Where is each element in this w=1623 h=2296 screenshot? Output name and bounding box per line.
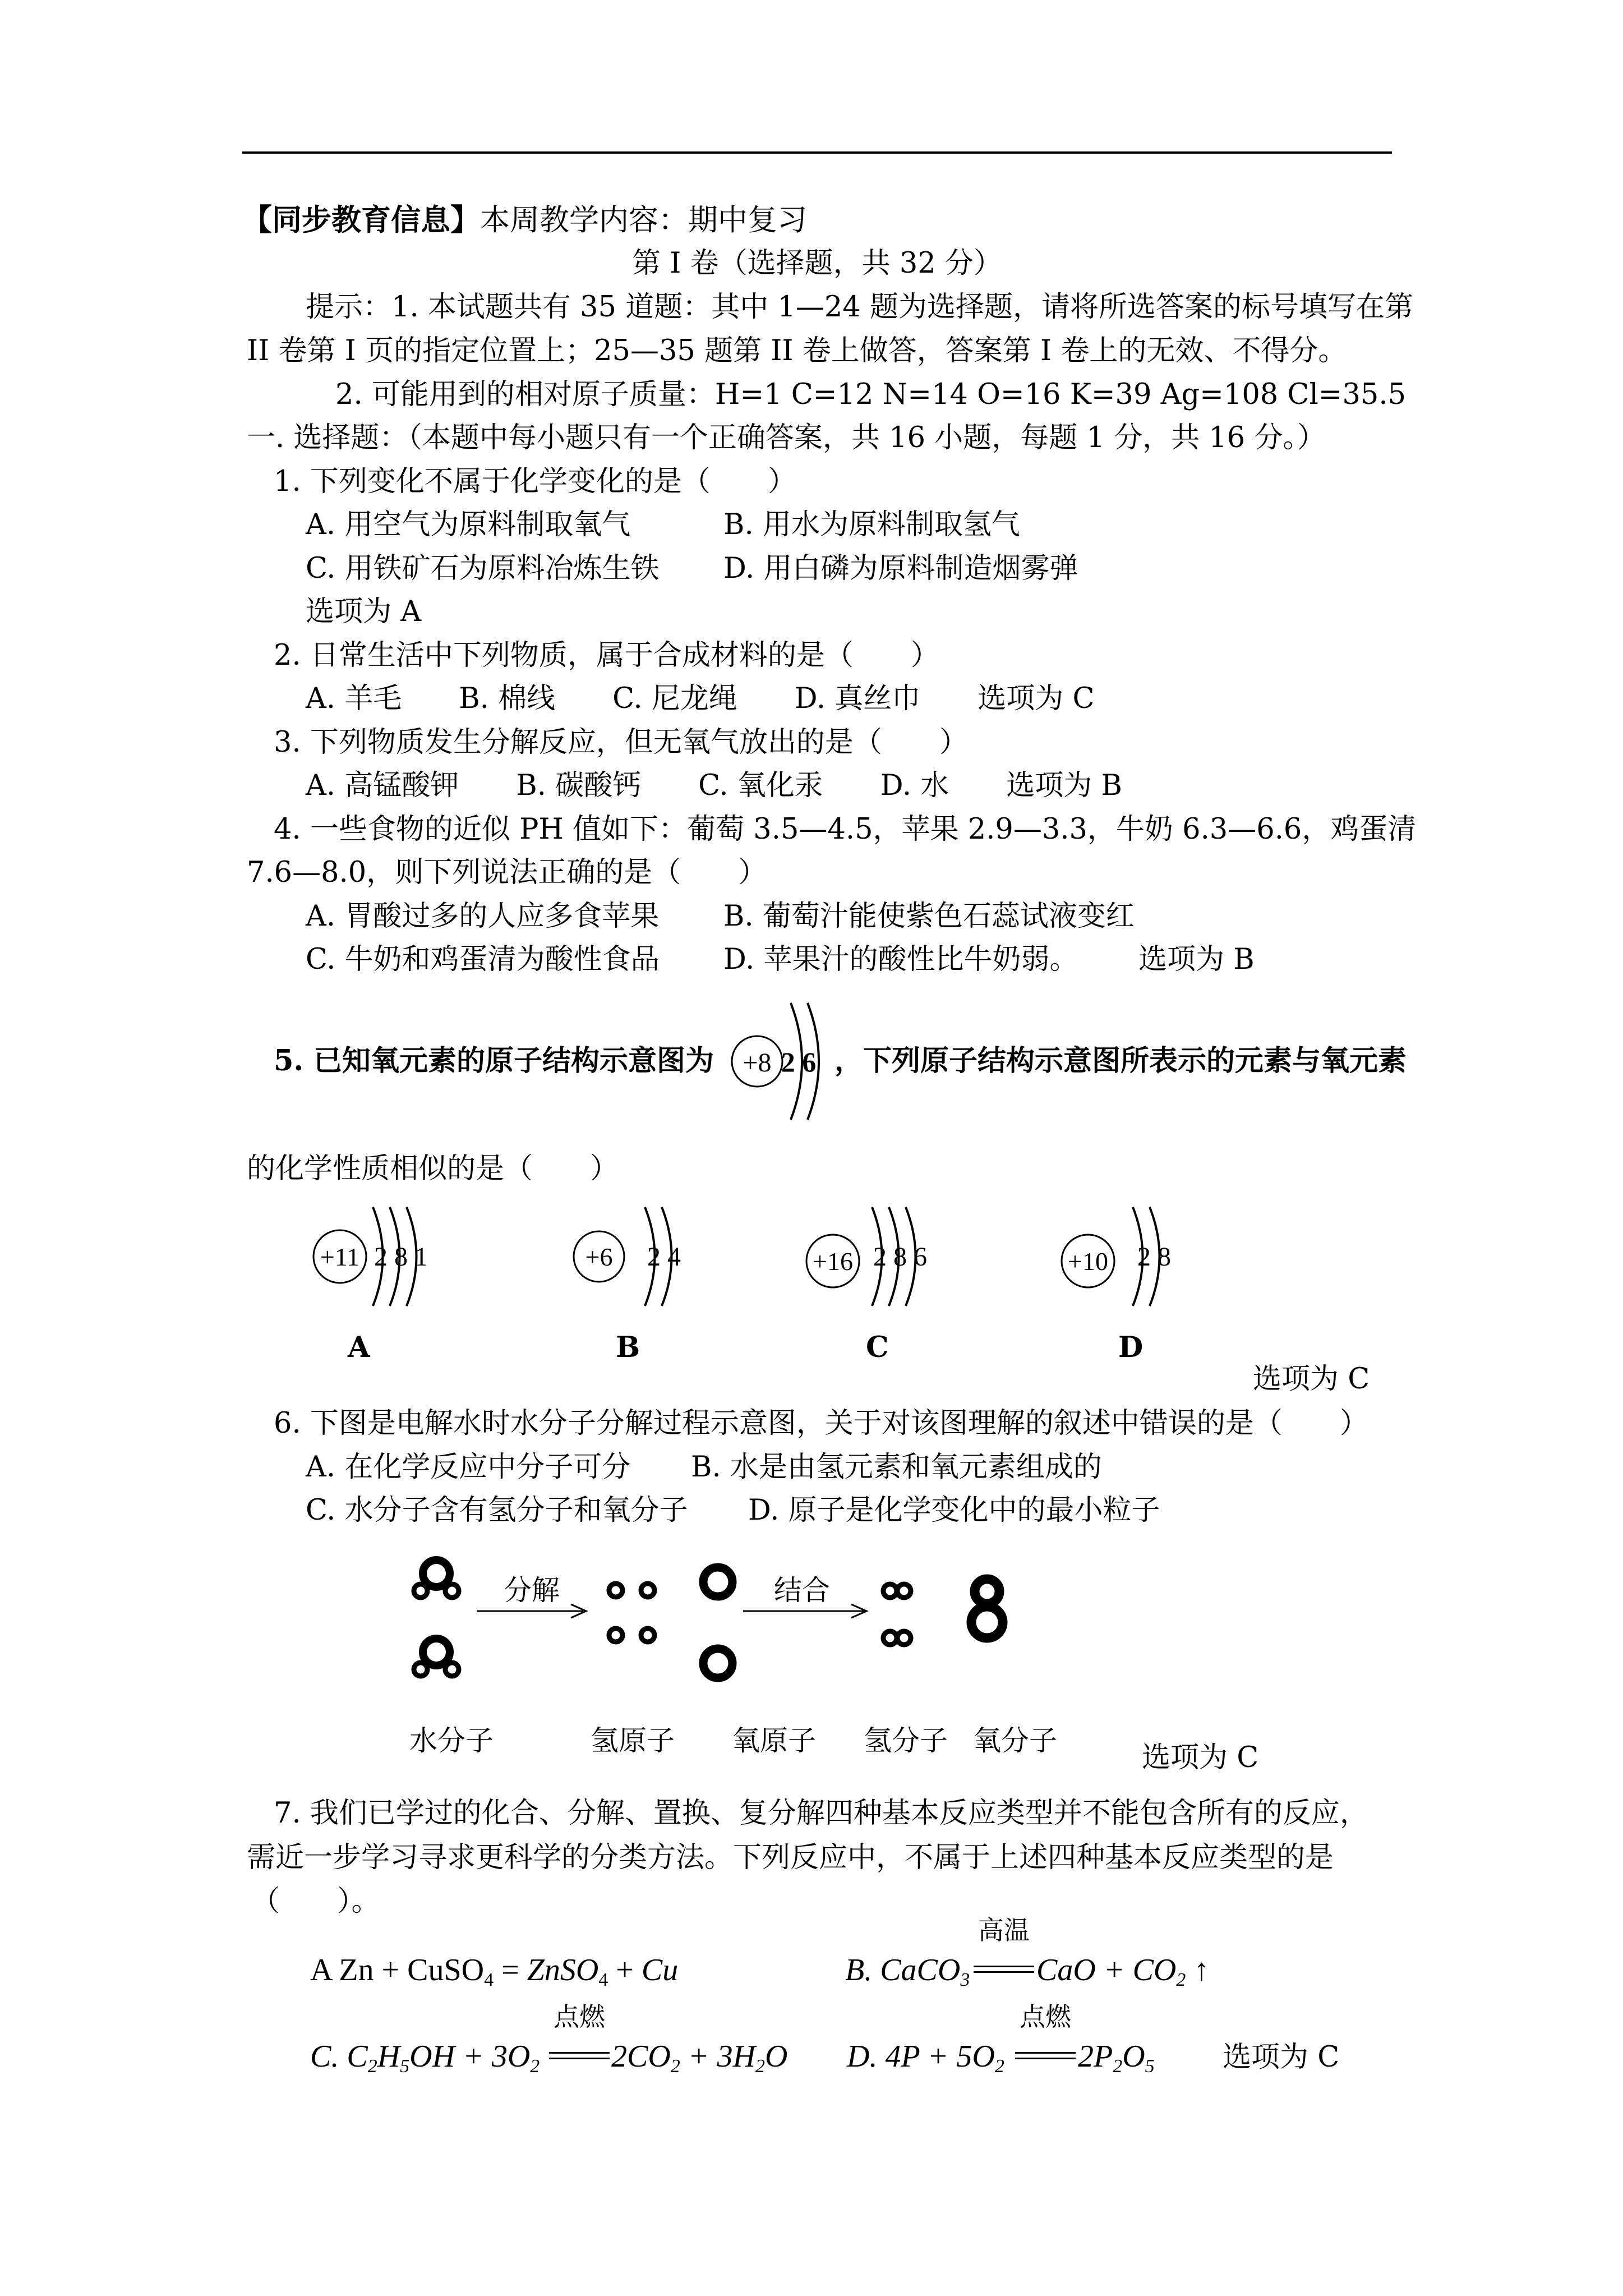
q3-options: A. 高锰酸钾 B. 碳酸钙 C. 氧化汞 D. 水 选项为 B <box>306 769 1122 802</box>
q5-option-d-letter: D <box>1118 1331 1144 1364</box>
option-c-nucleus-label: +16 <box>813 1247 853 1276</box>
q5-answer: 选项为 C <box>1253 1363 1370 1396</box>
q5-option-b-atom <box>566 1200 695 1313</box>
equation-c-bar-2 <box>549 2058 610 2059</box>
q5-option-a-atom <box>303 1200 449 1313</box>
label-water-molecule: 水分子 <box>409 1724 494 1757</box>
q5-option-b-letter: B <box>616 1331 640 1364</box>
oxygen-nucleus-label: +8 <box>743 1048 772 1078</box>
option-a-shell-numbers: 2 8 1 <box>374 1242 428 1272</box>
q4-stem-line-2: 7.6—8.0，则下列说法正确的是（ ） <box>247 856 767 889</box>
equation-a: A Zn + CuSO$_4$ = ZnSO$_4$ + Cu <box>310 1953 679 1990</box>
q4-option-c: C. 牛奶和鸡蛋清为酸性食品 <box>306 943 660 976</box>
equation-d-left: D. $4P + 5O_2$ <box>847 2039 1004 2077</box>
q5-option-d-atom <box>1054 1200 1189 1313</box>
label-oxygen-atom: 氧原子 <box>732 1724 816 1757</box>
q4-option-a: A. 胃酸过多的人应多食苹果 <box>306 900 660 933</box>
q6-stem: 6. 下图是电解水时水分子分解过程示意图，关于对该图理解的叙述中错误的是（ ） <box>274 1407 1368 1440</box>
q6-option-b: B. 水是由氢元素和氧元素组成的 <box>691 1451 1102 1484</box>
q1-stem: 1. 下列变化不属于化学变化的是（ ） <box>274 465 796 498</box>
oxygen-molecule <box>971 1579 1003 1638</box>
q1-option-d: D. 用白磷为原料制造烟雾弹 <box>723 552 1078 585</box>
label-oxygen-molecule: 氧分子 <box>973 1724 1057 1757</box>
equation-d-right: $2P_2O_5$ <box>1078 2039 1155 2077</box>
equation-b-bar-2 <box>974 1971 1034 1973</box>
q1-option-c: C. 用铁矿石为原料冶炼生铁 <box>306 552 660 585</box>
q5-option-c-atom <box>791 1200 948 1313</box>
q6-option-c: C. 水分子含有氢分子和氧分子 <box>306 1494 688 1527</box>
option-b-shell-numbers: 2 4 <box>647 1242 681 1272</box>
decompose-label: 分解 <box>504 1574 560 1607</box>
oxygen-atoms <box>703 1567 732 1678</box>
hint-line-2: II 卷第 I 页的指定位置上；25—35 题第 II 卷上做答，答案第 I 卷上的无效、不得分。 <box>247 334 1347 367</box>
equation-c-condition: 点燃 <box>554 2001 605 2032</box>
q6-option-a: A. 在化学反应中分子可分 <box>306 1451 631 1484</box>
equation-b-right: CaO + $CO_2$ ↑ <box>1036 1953 1210 1990</box>
hint-line-3: 2. 可能用到的相对原子质量：H=1 C=12 N=14 O=16 K=39 Ag=108 Cl=35.5 <box>335 378 1407 411</box>
q7-stem-line-1: 7. 我们已学过的化合、分解、置换、复分解四种基本反应类型并不能包含所有的反应， <box>274 1797 1368 1830</box>
q2-options: A. 羊毛 B. 棉线 C. 尼龙绳 D. 真丝巾 选项为 C <box>306 682 1095 715</box>
equation-b-bar-1 <box>974 1966 1034 1967</box>
option-c-shell-numbers: 2 8 6 <box>873 1242 927 1272</box>
equation-d-condition: 点燃 <box>1020 2001 1071 2032</box>
option-d-shell-numbers: 2 8 <box>1137 1242 1171 1272</box>
q3-stem: 3. 下列物质发生分解反应，但无氧气放出的是（ ） <box>274 726 968 759</box>
part-one-heading: 一. 选择题：（本题中每小题只有一个正确答案，共 16 小题，每题 1 分，共 16 分。） <box>247 421 1326 454</box>
oxygen-atom-diagram <box>729 999 841 1128</box>
water-molecule-bottom <box>414 1639 459 1676</box>
hydrogen-atoms <box>609 1584 654 1642</box>
q5-option-a-letter: A <box>348 1331 370 1364</box>
q4-stem-line-1: 4. 一些食物的近似 PH 值如下：葡萄 3.5—4.5，苹果 2.9—3.3，牛奶 6.3—6.6，鸡蛋清 <box>274 813 1417 846</box>
header-bracket-title: 【同步教育信息】 <box>242 203 480 237</box>
q4-option-b: B. 葡萄汁能使紫色石蕊试液变红 <box>723 900 1135 933</box>
equation-d-bar-2 <box>1015 2058 1076 2059</box>
option-a-nucleus-label: +11 <box>320 1243 360 1271</box>
q6-answer: 选项为 C <box>1142 1741 1259 1774</box>
q1-answer: 选项为 A <box>306 595 422 628</box>
equation-d-bar-1 <box>1015 2052 1076 2054</box>
q6-option-d: D. 原子是化学变化中的最小粒子 <box>748 1494 1160 1527</box>
electrolysis-diagram <box>393 1548 1066 1761</box>
oxygen-shell-numbers: 2 6 <box>781 1046 817 1078</box>
hint-line-1: 提示：1. 本试题共有 35 道题：其中 1—24 题为选择题，请将所选答案的标号填写在第 <box>306 291 1413 324</box>
q7-stem-line-3: （ ）。 <box>251 1885 380 1918</box>
q5-stem-line-2: 的化学性质相似的是（ ） <box>247 1152 619 1185</box>
equation-b-condition: 高温 <box>978 1915 1030 1945</box>
q7-stem-line-2: 需近一步学习寻求更科学的分类方法。下列反应中，不属于上述四种基本反应类型的是 <box>247 1841 1334 1874</box>
equation-c-left: C. $C_2H_5OH + 3O_2$ <box>310 2039 540 2077</box>
q4-answer: 选项为 B <box>1138 943 1255 976</box>
equation-c-bar-1 <box>549 2052 610 2054</box>
q5-stem-part-2: ，下列原子结构示意图所表示的元素与氧元素 <box>834 1044 1407 1078</box>
option-d-nucleus-label: +10 <box>1068 1247 1108 1276</box>
label-hydrogen-molecule: 氢分子 <box>864 1724 948 1757</box>
equation-b-left: B. CaCO$_3$ <box>845 1953 970 1990</box>
section-title: 第 I 卷（选择题，共 32 分） <box>632 247 1002 280</box>
q2-stem: 2. 日常生活中下列物质，属于合成材料的是（ ） <box>274 639 939 672</box>
q7-answer: 选项为 C <box>1223 2041 1340 2074</box>
label-hydrogen-atom: 氢原子 <box>591 1724 675 1757</box>
q1-option-b: B. 用水为原料制取氢气 <box>723 508 1020 541</box>
header-intro: 本周教学内容：期中复习 <box>480 203 807 237</box>
header-line <box>242 205 807 235</box>
option-b-nucleus-label: +6 <box>585 1243 613 1271</box>
header-rule <box>242 151 1392 154</box>
hydrogen-molecules <box>883 1584 911 1645</box>
q5-stem-part-1: 5. 已知氧元素的原子结构示意图为 <box>274 1044 714 1078</box>
q1-option-a: A. 用空气为原料制取氧气 <box>306 508 631 541</box>
water-molecule-top <box>414 1560 459 1598</box>
combine-label: 结合 <box>774 1574 830 1607</box>
equation-c-right: $2CO_2 + 3H_2O$ <box>611 2039 788 2077</box>
q4-option-d: D. 苹果汁的酸性比牛奶弱。 <box>723 943 1078 976</box>
q5-option-c-letter: C <box>866 1331 889 1364</box>
